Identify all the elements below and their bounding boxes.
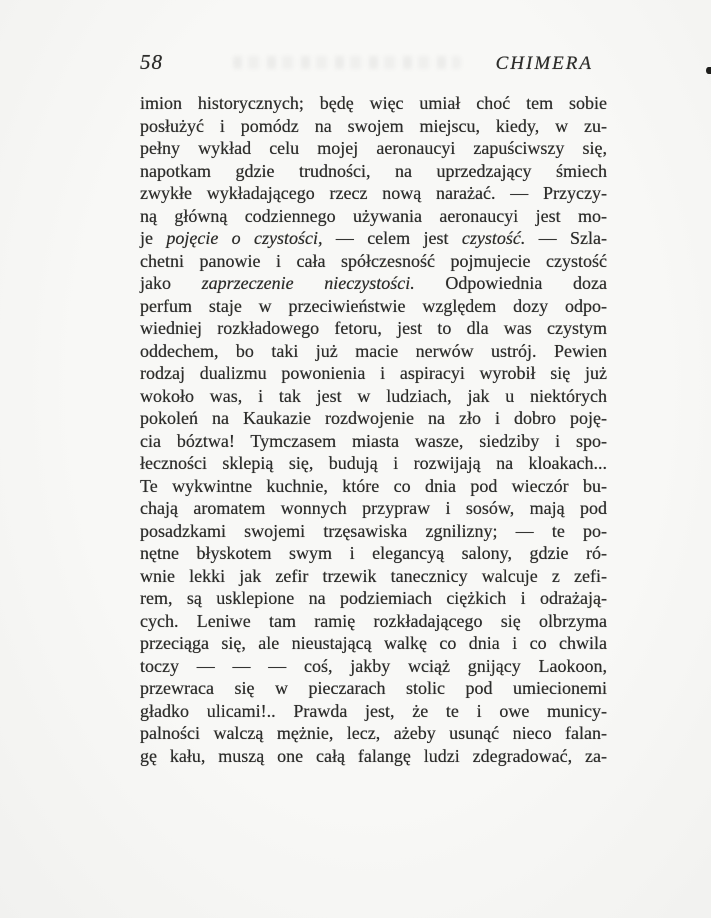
text-line	[140, 610, 607, 633]
text-segment: cych. Leniwe tam ramię rozkładającego się olbrzyma	[140, 610, 607, 631]
text-segment: gę kału, muszą one całą falangę ludzi zdegradować, za-	[140, 745, 607, 766]
text-line	[140, 722, 607, 745]
scan-edge-speck	[706, 67, 711, 74]
text-line	[140, 205, 607, 228]
text-segment: je	[140, 228, 167, 248]
text-segment: nętne błyskotem swym i elegancyą salony, gdzie ró-	[140, 543, 607, 563]
text-segment: zwykłe wykładającego rzecz nową narażać. — Przyczy-	[140, 183, 607, 203]
text-line	[140, 632, 607, 655]
text-line	[140, 565, 607, 588]
text-line	[140, 362, 607, 385]
running-header	[140, 50, 607, 76]
text-line	[140, 92, 607, 115]
text-segment: palności walczą mężnie, lecz, ażeby usunąć nieco falan-	[140, 723, 607, 743]
text-segment: perfum staje w przeciwieństwie względem dozy odpo-	[140, 295, 607, 316]
text-segment: — Szla-	[525, 228, 607, 248]
text-line	[140, 542, 607, 565]
text-line	[140, 677, 607, 700]
text-segment: cia bóztwa! Tymczasem miasta wasze, siedziby i spo-	[140, 430, 607, 451]
text-line	[140, 700, 607, 723]
text-segment: napotkam gdzie trudności, na uprzedzający śmiech	[140, 160, 607, 181]
text-segment: — celem jest	[322, 228, 462, 248]
text-line	[140, 340, 607, 363]
text-line	[140, 430, 607, 453]
text-segment: przeciąga się, ale nieustającą walkę co dnia i co chwila	[140, 633, 607, 653]
text-line	[140, 137, 607, 160]
text-segment: wokoło was, i tak jest w ludziach, jak u niektórych	[140, 385, 607, 406]
text-segment: wiedniej rozkładowego fetoru, jest to dla was czystym	[140, 318, 607, 338]
text-segment: łeczności sklepią się, budują i rozwijają na kloakach...	[140, 453, 607, 473]
text-line	[140, 250, 607, 273]
text-segment: chetni panowie i cała spółczesność pojmujecie czystość	[140, 250, 607, 271]
page-number: 58	[140, 50, 163, 74]
text-segment: gładko ulicami!.. Prawda jest, że te i owe municy-	[140, 700, 607, 721]
text-segment: Te wykwintne kuchnie, które co dnia pod wieczór bu-	[140, 475, 607, 496]
text-segment: imion historycznych; będę więc umiał choć tem sobie	[140, 93, 607, 113]
text-line	[140, 655, 607, 678]
text-segment: posłużyć i pomódz na swojem miejscu, kiedy, w zu-	[140, 115, 607, 136]
text-line	[140, 295, 607, 318]
text-segment: zaprzeczenie nieczystości.	[201, 273, 415, 293]
text-segment: rem, są usklepione na podziemiach ciężkich i odrażają-	[140, 588, 607, 608]
text-segment: wnie lekki jak zefir trzewik tanecznicy walcuje z zefi-	[140, 565, 607, 586]
text-line	[140, 317, 607, 340]
text-line	[140, 407, 607, 430]
text-line	[140, 160, 607, 183]
text-line	[140, 520, 607, 543]
text-segment: przewraca się w pieczarach stolic pod umiecionemi	[140, 678, 607, 698]
text-line	[140, 745, 607, 768]
body-text	[140, 92, 607, 767]
text-line	[140, 452, 607, 475]
journal-title: CHIMERA	[495, 53, 593, 74]
text-segment: chają aromatem wonnych przypraw i sosów, mają pod	[140, 498, 607, 518]
text-segment: pojęcie o czystości,	[166, 228, 323, 248]
text-line	[140, 587, 607, 610]
text-segment: rodzaj dualizmu powonienia i aspiracyi wyrobił się już	[140, 363, 607, 383]
text-line	[140, 115, 607, 138]
text-segment: ną główną codziennego używania aeronaucyi jest mo-	[140, 205, 607, 226]
text-segment: jako	[140, 273, 202, 293]
text-line	[140, 272, 607, 295]
text-segment: pokoleń na Kaukazie rozdwojenie na zło i dobro poję-	[140, 408, 607, 428]
text-segment: pełny wykład celu mojej aeronaucyi zapuściwszy się,	[140, 138, 607, 158]
text-line	[140, 475, 607, 498]
text-line	[140, 227, 607, 250]
text-line	[140, 182, 607, 205]
text-segment: toczy — — — coś, jakby wciąż gnijący Laokoon,	[140, 655, 607, 676]
text-line	[140, 385, 607, 408]
text-line	[140, 497, 607, 520]
text-segment: czystość.	[461, 228, 526, 248]
text-segment: posadzkami swojemi trzęsawiska zgnilizny; — te po-	[140, 520, 607, 541]
text-segment: Odpowiednia doza	[414, 273, 607, 293]
text-segment: oddechem, bo taki już macie nerwów ustrój. Pewien	[140, 340, 607, 361]
